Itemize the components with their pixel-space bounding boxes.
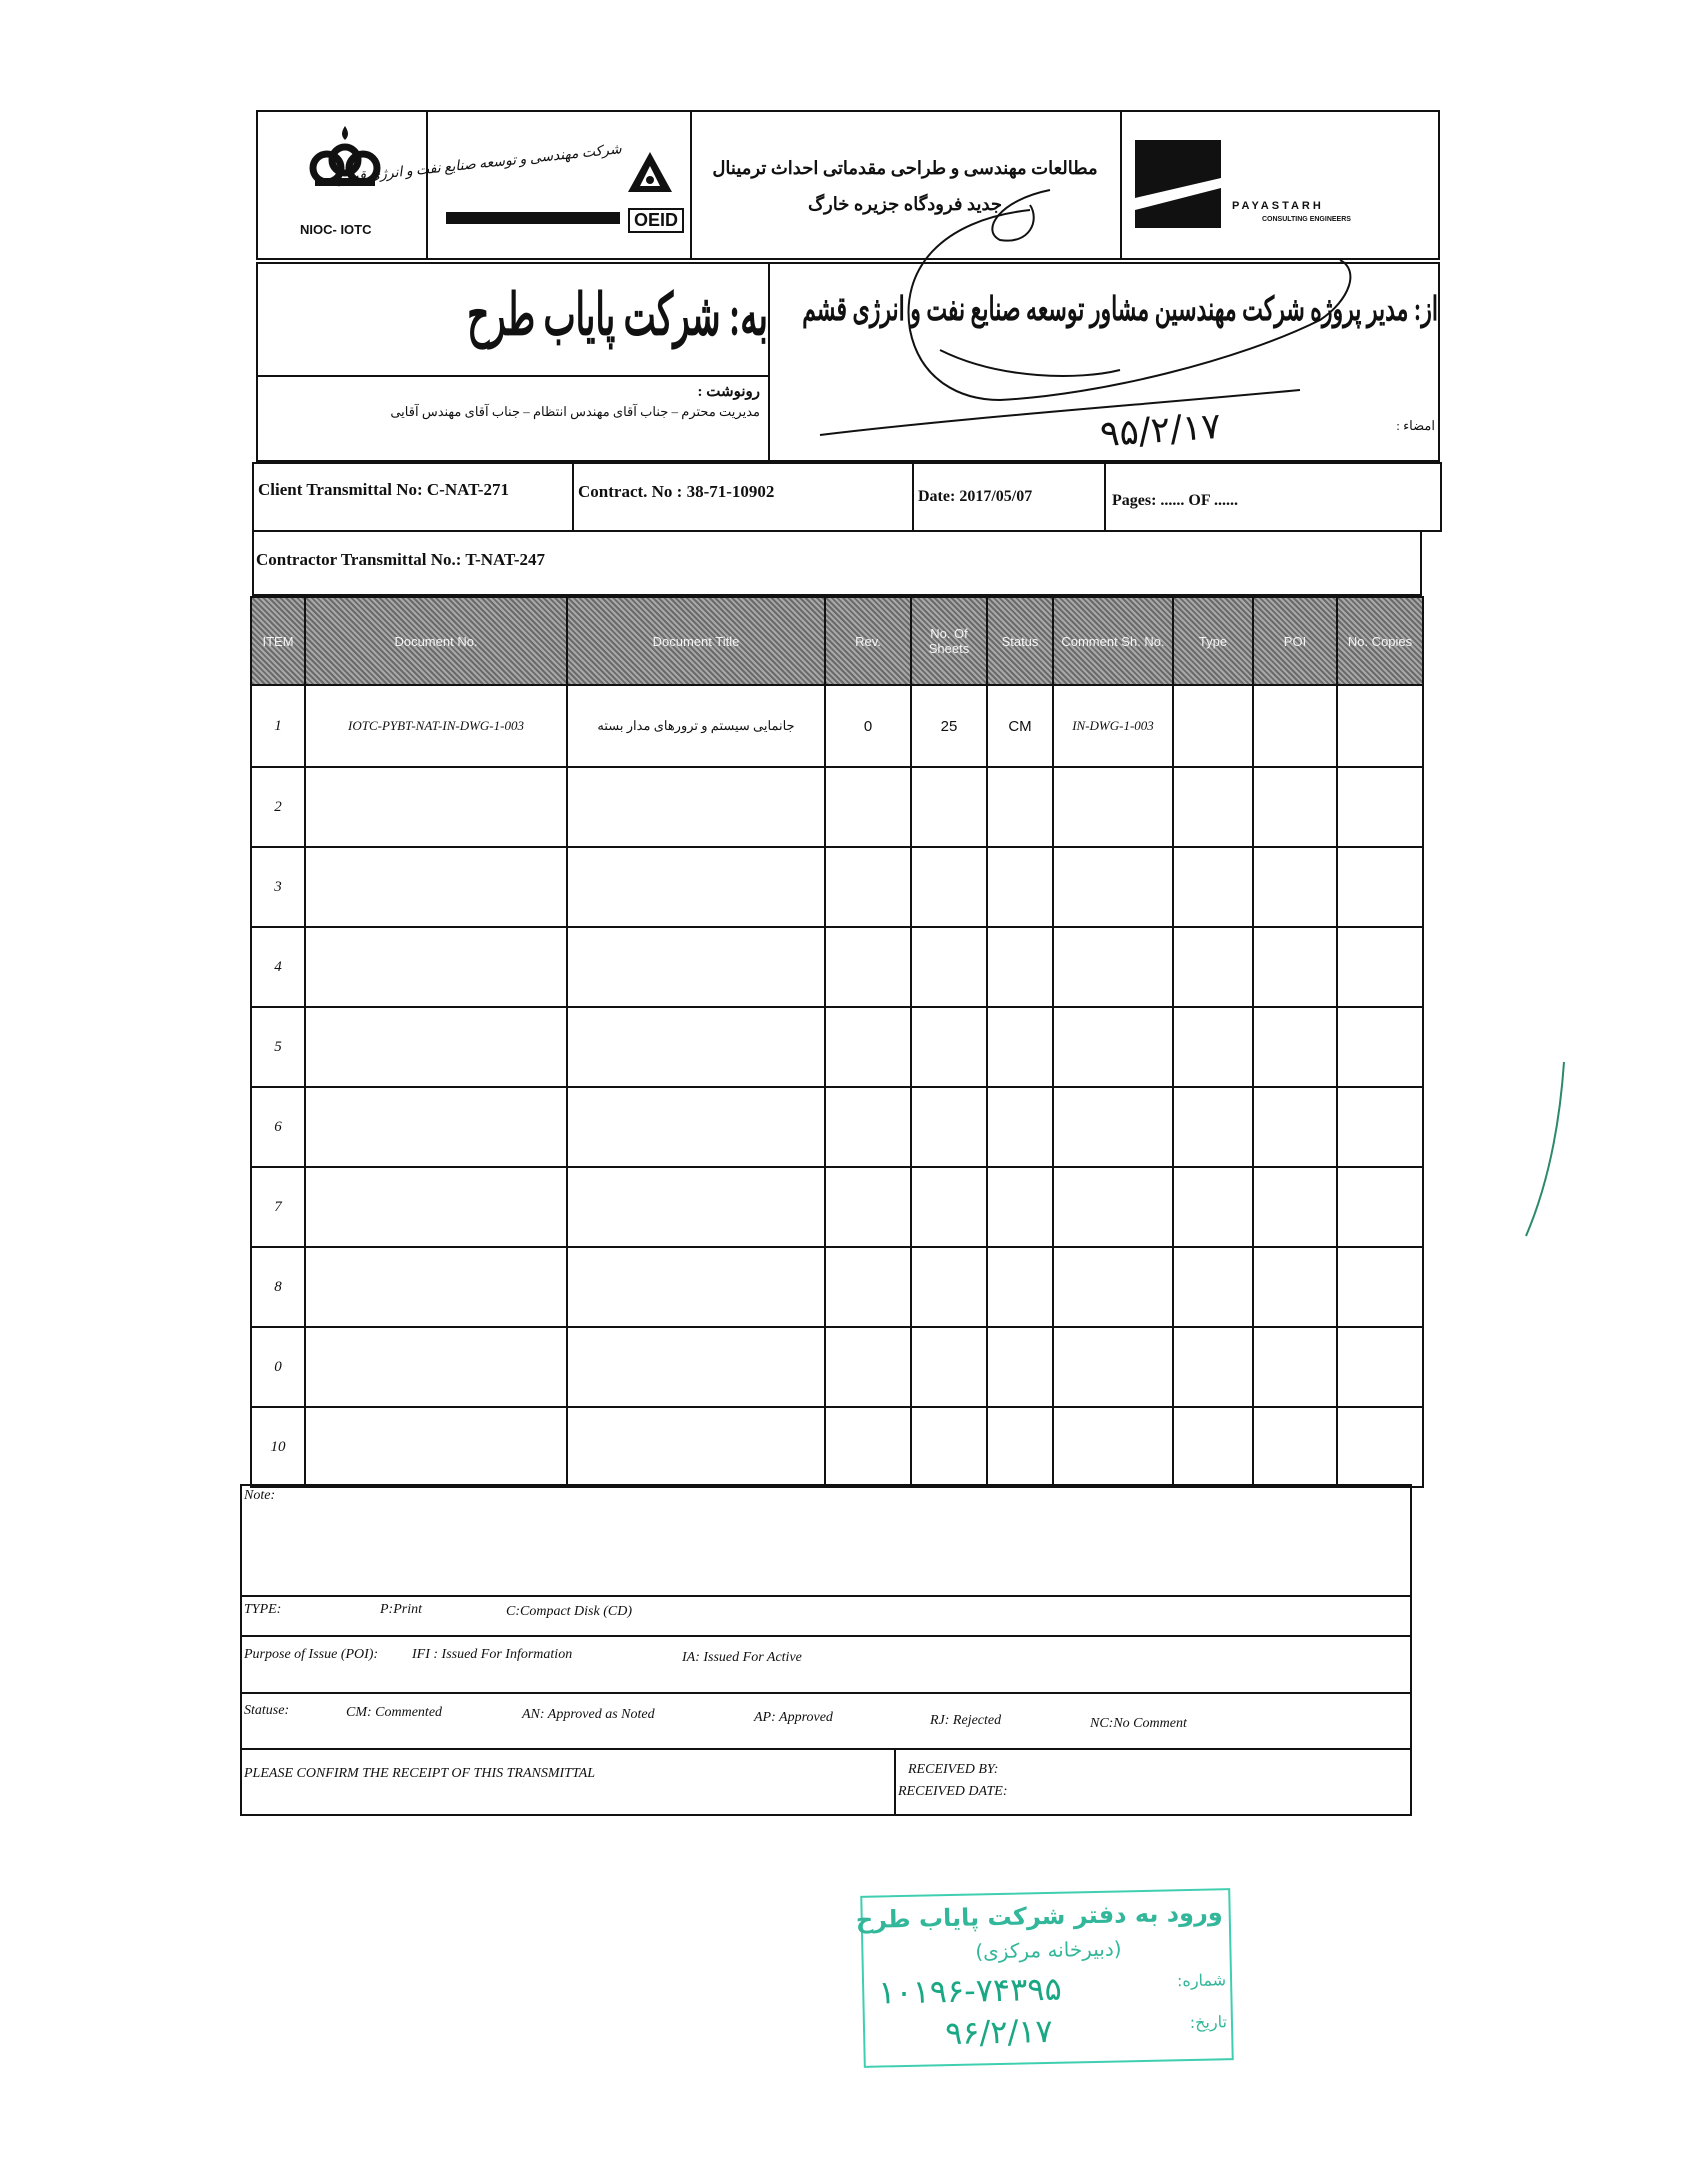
row-document-no xyxy=(305,1167,567,1247)
row-item: 4 xyxy=(251,927,305,1007)
stamp-number-value: ۱۰۱۹۶-۷۴۳۹۵ xyxy=(877,1969,1063,2012)
row-comment-sheet xyxy=(1053,847,1173,927)
payastarh-name: PAYASTARH xyxy=(1232,200,1324,212)
status-no-comment: NC:No Comment xyxy=(1090,1716,1187,1731)
row-document-title xyxy=(567,1247,825,1327)
poi-ia: IA: Issued For Active xyxy=(682,1650,802,1665)
row-document-no xyxy=(305,1407,567,1487)
row-item: 8 xyxy=(251,1247,305,1327)
row-poi xyxy=(1253,1087,1337,1167)
header-divider xyxy=(690,110,692,260)
col-header-rev: Rev. xyxy=(825,597,911,685)
row-rev xyxy=(825,927,911,1007)
row-poi xyxy=(1253,1247,1337,1327)
col-header-document-no: Document No. xyxy=(305,597,567,685)
row-type xyxy=(1173,847,1253,927)
row-document-no: IOTC-PYBT-NAT-IN-DWG-1-003 xyxy=(305,685,567,767)
row-copies xyxy=(1337,685,1423,767)
col-header-type: Type xyxy=(1173,597,1253,685)
row-status xyxy=(987,1087,1053,1167)
row-item: 2 xyxy=(251,767,305,847)
row-copies xyxy=(1337,1327,1423,1407)
row-document-no xyxy=(305,767,567,847)
address-divider xyxy=(768,262,770,462)
status-approved: AP: Approved xyxy=(754,1710,833,1725)
received-by: RECEIVED BY: xyxy=(908,1762,999,1777)
stamp-line1: ورود به دفتر شرکت پایاب طرح xyxy=(855,1898,1223,1934)
row-comment-sheet: IN-DWG-1-003 xyxy=(1053,685,1173,767)
status-commented: CM: Commented xyxy=(346,1705,443,1720)
row-poi xyxy=(1253,847,1337,927)
stamp-number-label: شماره: xyxy=(1176,1970,1227,1991)
type-label: TYPE: xyxy=(244,1602,282,1617)
table-row xyxy=(251,1167,1423,1247)
table-header-row xyxy=(251,597,1423,685)
row-comment-sheet xyxy=(1053,1327,1173,1407)
contract-number: Contract. No : 38-71-10902 xyxy=(578,482,775,501)
row-sheets xyxy=(911,1007,987,1087)
row-type xyxy=(1173,1087,1253,1167)
row-type xyxy=(1173,1007,1253,1087)
row-document-title xyxy=(567,767,825,847)
row-document-title: جانمایی سیستم و ترورهای مدار بسته xyxy=(567,685,825,767)
col-header-status: Status xyxy=(987,597,1053,685)
notes-divider xyxy=(894,1748,896,1816)
to-recipient: به: شرکت پایاب طرح xyxy=(467,285,768,349)
row-document-title xyxy=(567,927,825,1007)
row-copies xyxy=(1337,1247,1423,1327)
row-status xyxy=(987,1247,1053,1327)
payastarh-subtitle: CONSULTING ENGINEERS xyxy=(1262,216,1351,223)
table-row xyxy=(251,1407,1423,1487)
col-header-item: ITEM xyxy=(251,597,305,685)
row-sheets xyxy=(911,927,987,1007)
row-item: 1 xyxy=(251,685,305,767)
receipt-stamp xyxy=(855,1888,1234,2068)
row-document-no xyxy=(305,1087,567,1167)
row-type xyxy=(1173,767,1253,847)
row-copies xyxy=(1337,927,1423,1007)
row-copies xyxy=(1337,767,1423,847)
row-comment-sheet xyxy=(1053,927,1173,1007)
row-poi xyxy=(1253,1327,1337,1407)
row-type xyxy=(1173,1327,1253,1407)
row-rev xyxy=(825,1167,911,1247)
row-item: 7 xyxy=(251,1167,305,1247)
table-row xyxy=(251,1087,1423,1167)
col-header-sheets: No. Of Sheets xyxy=(911,597,987,685)
row-comment-sheet xyxy=(1053,1247,1173,1327)
row-document-title xyxy=(567,847,825,927)
table-row xyxy=(251,1007,1423,1087)
row-type xyxy=(1173,1247,1253,1327)
oeid-triangle-icon xyxy=(626,150,674,194)
document-date: Date: 2017/05/07 xyxy=(918,488,1033,505)
row-document-no xyxy=(305,1327,567,1407)
table-row xyxy=(251,1247,1423,1327)
handwritten-date: ۹۵/۲/۱۷ xyxy=(1098,405,1223,456)
stamp-date-value: ۹۶/۲/۱۷ xyxy=(944,2011,1054,2053)
client-transmittal: Client Transmittal No: C-NAT-271 xyxy=(258,480,510,499)
poi-ifi: IFI : Issued For Information xyxy=(412,1647,573,1662)
oeid-logo: OEID xyxy=(628,208,684,233)
stamp-date-label: تاریخ: xyxy=(1189,2012,1228,2033)
table-row xyxy=(251,927,1423,1007)
type-print: P:Print xyxy=(380,1602,422,1617)
row-sheets xyxy=(911,767,987,847)
row-comment-sheet xyxy=(1053,767,1173,847)
row-poi xyxy=(1253,767,1337,847)
row-document-title xyxy=(567,1167,825,1247)
row-comment-sheet xyxy=(1053,1087,1173,1167)
note-label: Note: xyxy=(244,1488,276,1503)
signature-label: امضاء : xyxy=(1396,418,1435,433)
row-rev xyxy=(825,847,911,927)
row-status xyxy=(987,1007,1053,1087)
row-status: CM xyxy=(987,685,1053,767)
row-poi xyxy=(1253,1407,1337,1487)
row-sheets xyxy=(911,847,987,927)
table-row xyxy=(251,1327,1423,1407)
row-item: 10 xyxy=(251,1407,305,1487)
row-rev xyxy=(825,1327,911,1407)
cc-label: رونوشت : xyxy=(697,384,760,400)
row-type xyxy=(1173,1407,1253,1487)
oeid-company-name: شرکت مهندسی و توسعه صنایع نفت و انرژی قشم xyxy=(336,142,623,187)
info-divider xyxy=(1104,462,1106,532)
row-rev xyxy=(825,1007,911,1087)
row-copies xyxy=(1337,1007,1423,1087)
row-sheets xyxy=(911,1407,987,1487)
row-sheets xyxy=(911,1167,987,1247)
cc-text: مدیریت محترم – جناب آقای مهندس انتظام – جناب آقای مهندس آقایی xyxy=(390,404,760,419)
row-sheets xyxy=(911,1327,987,1407)
row-type xyxy=(1173,927,1253,1007)
pages-count: Pages: ...... OF ...... xyxy=(1112,492,1239,509)
col-header-copies: No. Copies xyxy=(1337,597,1423,685)
row-status xyxy=(987,847,1053,927)
row-item: 3 xyxy=(251,847,305,927)
row-sheets: 25 xyxy=(911,685,987,767)
row-sheets xyxy=(911,1247,987,1327)
row-copies xyxy=(1337,1407,1423,1487)
nioc-label: NIOC- IOTC xyxy=(300,222,372,237)
row-poi xyxy=(1253,1167,1337,1247)
row-status xyxy=(987,927,1053,1007)
confirm-receipt: PLEASE CONFIRM THE RECEIPT OF THIS TRANSMITTAL xyxy=(244,1766,596,1781)
document-table xyxy=(250,596,1424,1488)
pen-mark xyxy=(1520,1060,1570,1240)
notes-divider xyxy=(240,1635,1412,1637)
contractor-transmittal: Contractor Transmittal No.: T-NAT-247 xyxy=(256,550,545,569)
row-document-title xyxy=(567,1007,825,1087)
col-header-poi: POI xyxy=(1253,597,1337,685)
row-document-title xyxy=(567,1327,825,1407)
row-comment-sheet xyxy=(1053,1167,1173,1247)
row-status xyxy=(987,1167,1053,1247)
row-comment-sheet xyxy=(1053,1007,1173,1087)
row-sheets xyxy=(911,1087,987,1167)
status-label: Statuse: xyxy=(244,1703,290,1718)
notes-divider xyxy=(240,1748,1412,1750)
col-header-document-title: Document Title xyxy=(567,597,825,685)
project-title-line2: جدید فرودگاه جزیره خارگ xyxy=(807,194,1003,214)
row-status xyxy=(987,767,1053,847)
row-document-no xyxy=(305,847,567,927)
row-document-no xyxy=(305,1247,567,1327)
poi-label: Purpose of Issue (POI): xyxy=(244,1647,379,1662)
row-item: 5 xyxy=(251,1007,305,1087)
type-compact-disk: C:Compact Disk (CD) xyxy=(506,1604,632,1619)
row-type xyxy=(1173,685,1253,767)
info-divider xyxy=(572,462,574,532)
row-status xyxy=(987,1327,1053,1407)
table-row xyxy=(251,767,1423,847)
row-poi xyxy=(1253,685,1337,767)
row-rev xyxy=(825,767,911,847)
row-document-no xyxy=(305,1007,567,1087)
row-document-title xyxy=(567,1407,825,1487)
oeid-black-bar xyxy=(446,212,620,224)
row-item: 0 xyxy=(251,1327,305,1407)
row-rev xyxy=(825,1087,911,1167)
project-title-line1: مطالعات مهندسی و طراحی مقدماتی احداث ترمینال xyxy=(712,158,1098,178)
row-comment-sheet xyxy=(1053,1407,1173,1487)
row-poi xyxy=(1253,1007,1337,1087)
received-date: RECEIVED DATE: xyxy=(898,1784,1008,1799)
from-sender: از: مدیر پروژه شرکت مهندسین مشاور توسعه صنایع نفت و انرژی قشم xyxy=(802,290,1438,328)
row-copies xyxy=(1337,1167,1423,1247)
table-row xyxy=(251,685,1423,767)
row-rev: 0 xyxy=(825,685,911,767)
info-divider xyxy=(912,462,914,532)
status-approved-as-noted: AN: Approved as Noted xyxy=(522,1707,655,1722)
col-header-comment-sheet: Comment Sh. No. xyxy=(1053,597,1173,685)
row-type xyxy=(1173,1167,1253,1247)
row-rev xyxy=(825,1407,911,1487)
stamp-line2: (دبیرخانه مرکزی) xyxy=(975,1936,1122,1964)
row-item: 6 xyxy=(251,1087,305,1167)
row-document-title xyxy=(567,1087,825,1167)
table-row xyxy=(251,847,1423,927)
notes-divider xyxy=(240,1595,1412,1597)
row-document-no xyxy=(305,927,567,1007)
header-divider xyxy=(426,110,428,260)
row-copies xyxy=(1337,1087,1423,1167)
status-rejected: RJ: Rejected xyxy=(930,1713,1002,1728)
row-poi xyxy=(1253,927,1337,1007)
row-rev xyxy=(825,1247,911,1327)
address-divider xyxy=(256,375,768,377)
notes-divider xyxy=(240,1692,1412,1694)
row-status xyxy=(987,1407,1053,1487)
row-copies xyxy=(1337,847,1423,927)
